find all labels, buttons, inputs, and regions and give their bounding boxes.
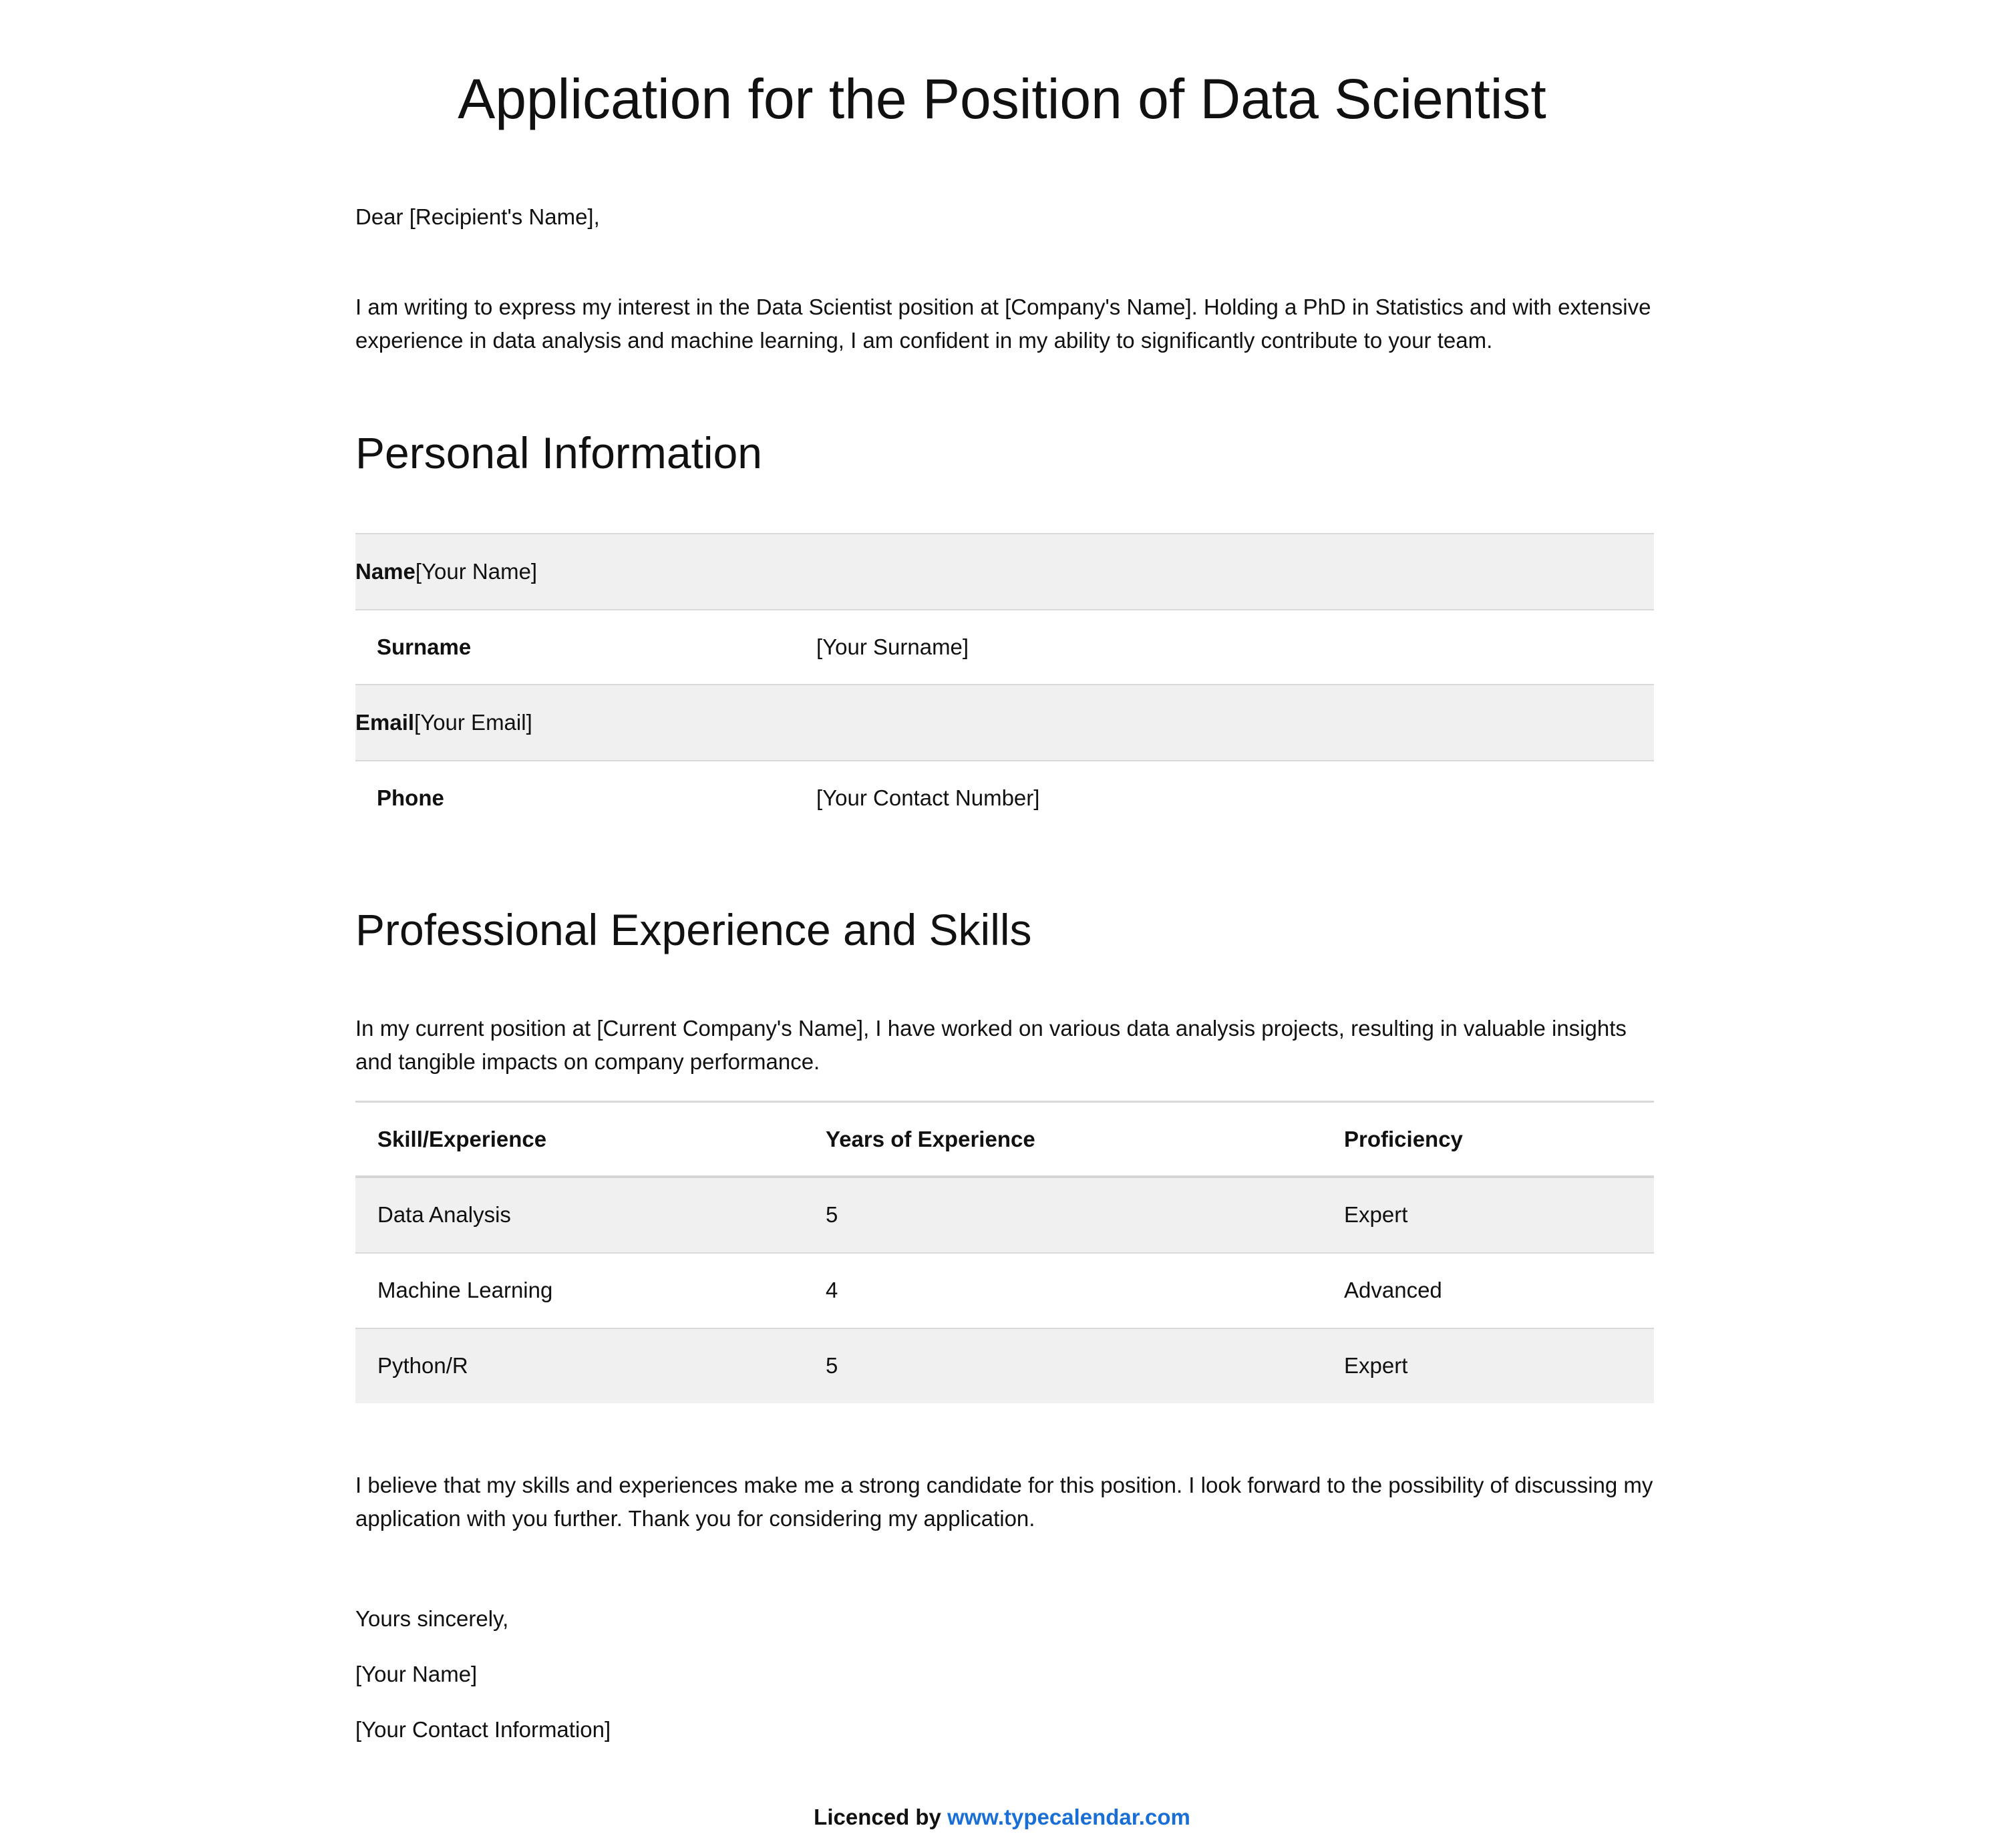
license-prefix: Licenced by — [814, 1805, 948, 1829]
info-row-email — [355, 685, 1654, 761]
skills-table — [355, 1101, 1654, 1403]
signature-contact: [Your Contact Information] — [355, 1717, 611, 1742]
skill-cell: Data Analysis — [377, 1202, 511, 1227]
info-value-name: [Your Name] — [415, 559, 538, 584]
proficiency-cell: Advanced — [1344, 1278, 1442, 1302]
table-row — [355, 1329, 1654, 1403]
years-cell: 4 — [826, 1278, 838, 1302]
info-row-name — [355, 534, 1654, 610]
info-label-phone: Phone — [377, 785, 444, 810]
info-label-name: Name — [355, 559, 415, 584]
personal-info-table — [355, 533, 1654, 835]
closing-paragraph: I believe that my skills and experiences make me a strong candidate for this position. I look forward to the possibility of discussing my application with you further. Thank you for considering my application. — [355, 1473, 1653, 1531]
experience-heading: Professional Experience and Skills — [355, 905, 1032, 954]
license-footer — [0, 1804, 2004, 1831]
signature-name: [Your Name] — [355, 1662, 478, 1686]
experience-paragraph: In my current position at [Current Company's Name], I have worked on various data analysis projects, resulting in valuable insights and tangible impacts on company performance. — [355, 1016, 1627, 1074]
page-title: Application for the Position of Data Scientist — [458, 67, 1546, 130]
greeting: Dear [Recipient's Name], — [355, 204, 600, 229]
intro-paragraph: I am writing to express my interest in the Data Scientist position at [Company's Name]. Holding a PhD in Statistics and with extensive experience in data analysis and machine learning, I am confident in my ability to significantly contribute to your team. — [355, 295, 1651, 353]
column-header-proficiency: Proficiency — [1344, 1127, 1463, 1151]
proficiency-cell: Expert — [1344, 1202, 1408, 1227]
skill-cell: Machine Learning — [377, 1278, 553, 1302]
license-link[interactable]: www.typecalendar.com — [947, 1805, 1190, 1829]
table-row — [355, 1254, 1654, 1329]
personal-info-heading: Personal Information — [355, 428, 762, 478]
info-row-phone — [355, 761, 1654, 835]
info-label-email: Email — [355, 710, 415, 735]
info-row-surname — [355, 610, 1654, 685]
info-label-surname: Surname — [377, 634, 472, 659]
proficiency-cell: Expert — [1344, 1353, 1408, 1378]
years-cell: 5 — [826, 1202, 838, 1227]
info-value-email: [Your Email] — [414, 710, 532, 735]
table-row — [355, 1178, 1654, 1254]
info-value-surname: [Your Surname] — [816, 634, 969, 659]
skill-cell: Python/R — [377, 1353, 468, 1378]
signoff: Yours sincerely, — [355, 1606, 509, 1631]
info-value-phone: [Your Contact Number] — [816, 785, 1040, 810]
skills-table-header — [355, 1103, 1654, 1178]
years-cell: 5 — [826, 1353, 838, 1378]
column-header-skill: Skill/Experience — [377, 1127, 547, 1151]
column-header-years: Years of Experience — [826, 1127, 1035, 1151]
